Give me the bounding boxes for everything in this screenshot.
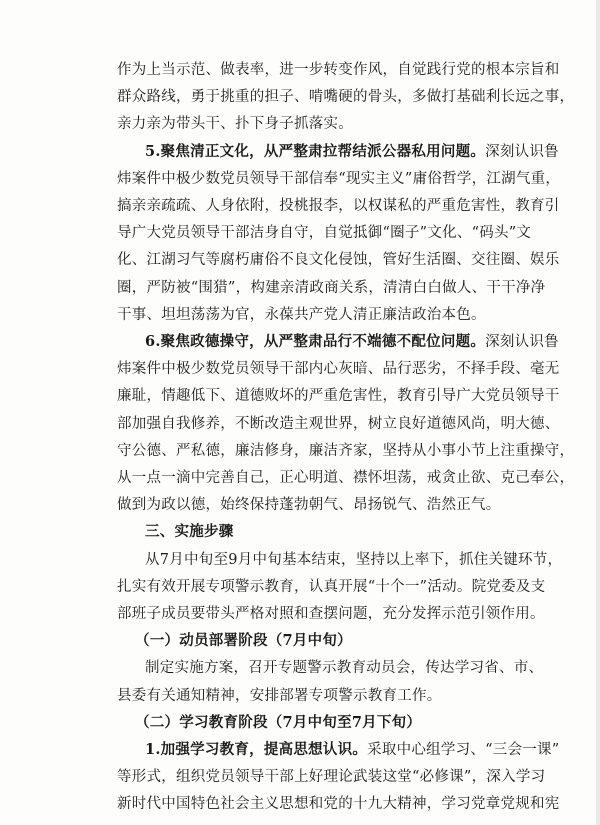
text-run: 扎实有效开展专项警示教育，认真开展“十个一”活动。院党委及支 <box>117 578 546 595</box>
item-5-heading: 5.聚焦清正文化，从严整肃拉帮结派公器私用问题。 <box>145 142 486 160</box>
text-run: 守公德、严私德，廉洁修身，廉洁齐家，坚持从小事小节上注重操守， <box>117 442 575 459</box>
text-run: 干事、坦坦荡荡为官，永葆共产党人清正廉洁政治本色。 <box>117 306 486 323</box>
text-run: 从一点一滴中完善自己，正心明道、襟怀坦荡，戒贪止欲、克己奉公， <box>117 470 575 486</box>
text-run: 亲力亲为带头干、扑下身子抓落实。 <box>117 116 353 133</box>
paragraph-line <box>0 600 600 628</box>
paragraph-line <box>0 246 600 274</box>
paragraph-line <box>0 192 600 220</box>
paragraph-line <box>0 410 600 438</box>
text-run: 群众路线，勇于挑重的担子、啃嘴硬的骨头，多做打基础利长远之事， <box>117 89 575 106</box>
phase-2-heading: （二）学习教育阶段（7月中旬至7月下旬） <box>135 713 422 731</box>
text-run: 炜案件中极少数党员领导干部内心灰暗、品行恶劣，不择手段、毫无 <box>117 361 560 378</box>
paragraph-line <box>0 56 600 84</box>
scan-edge-shadow <box>596 0 600 825</box>
text-run: 部加强自我修养，不断改造主观世界，树立良好道德风尚，明大德、 <box>117 415 560 432</box>
text-run: 炜案件中极少数党员领导干部信奉“现实主义”庸俗哲学，江湖气重， <box>117 170 561 187</box>
subsection-heading-line <box>0 709 600 737</box>
paragraph-line <box>0 83 600 111</box>
paragraph-line <box>0 437 600 465</box>
item-6-heading: 6.聚焦政德操守，从严整肃品行不端德不配位问题。 <box>145 333 486 350</box>
paragraph-line <box>0 355 600 383</box>
item-5-heading-line <box>0 138 600 166</box>
phase-1-heading: （一）动员部署阶段（7月中旬） <box>135 632 352 650</box>
text-run: 化、江湖习气等腐朽庸俗不良文化侵蚀，管好生活圈、交往圈、娱乐 <box>117 252 560 269</box>
text-run: 圈，严防被“围猎”，构建亲清政商关系，清清白白做人、干干净净 <box>117 279 546 296</box>
paragraph-line <box>0 573 600 601</box>
item-1-heading-line <box>0 736 600 764</box>
paragraph-line <box>0 110 600 138</box>
paragraph-line <box>0 165 600 193</box>
paragraph-line <box>0 546 600 574</box>
paragraph-line <box>0 763 600 791</box>
text-run: 部班子成员要带头严格对照和查摆问题，充分发挥示范引领作用。 <box>117 606 545 622</box>
text-run: 等形式，组织党员领导干部上好理论武装这堂“必修课”，深入学习 <box>117 769 546 786</box>
paragraph-line <box>0 219 600 247</box>
text-run: 导广大党员领导干部洁身自守，自觉抵御“圈子”文化、“码头”文 <box>117 225 532 242</box>
paragraph-line <box>0 382 600 410</box>
section-heading-line <box>0 518 600 546</box>
text-run: 制定实施方案，召开专题警示教育动员会，传达学习省、市、 <box>145 660 544 677</box>
paragraph-line <box>0 274 600 302</box>
text-run: 廉耻，情趣低下、道德败坏的严重危害性，教育引导广大党员领导干 <box>117 388 560 405</box>
item-1-heading: 1.加强学习教育，提高思想认识。 <box>145 741 368 758</box>
paragraph-line <box>0 301 600 329</box>
paragraph-line <box>0 464 600 492</box>
item-6-heading-line <box>0 328 600 356</box>
section-3-heading: 三、实施步骤 <box>145 523 234 541</box>
text-run: 新时代中国特色社会主义思想和党的十九大精神，学习党章党规和宪 <box>117 796 560 813</box>
text-run: 搞亲亲疏疏、人身依附，投桃报李，以权谋私的严重危害性，教育引 <box>117 198 560 214</box>
text-run: 做到为政以德，始终保持蓬勃朝气、昂扬锐气、浩然正气。 <box>117 497 501 514</box>
text-run: 深刻认识鲁 <box>485 143 559 160</box>
subsection-heading-line <box>0 627 600 655</box>
text-run: 深刻认识鲁 <box>485 334 559 350</box>
text-run: 作为上当示范、做表率，进一步转变作风，自觉践行党的根本宗旨和 <box>117 62 560 78</box>
text-run: 从7月中旬至9月中旬基本结束，坚持以上率下，抓住关键环节， <box>145 551 563 568</box>
paragraph-line <box>0 654 600 682</box>
paragraph-line <box>0 682 600 710</box>
paragraph-line <box>0 790 600 818</box>
text-run: 县委有关通知精神，安排部署专项警示教育工作。 <box>117 687 442 704</box>
text-run: 采取中心组学习、“三会一课” <box>367 742 560 758</box>
paragraph-line <box>0 491 600 519</box>
